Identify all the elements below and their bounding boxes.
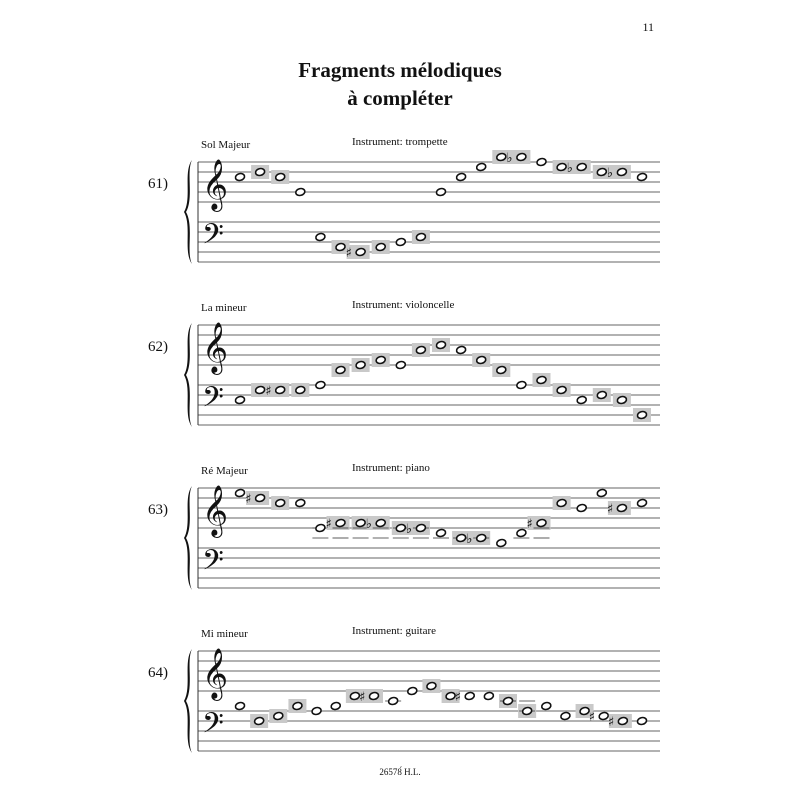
- exercise-1-number: 61): [148, 176, 168, 192]
- whole-note: [235, 489, 246, 498]
- whole-note: [637, 173, 648, 182]
- whole-note: [484, 692, 495, 701]
- exercise-2-key-label: La mineur: [201, 302, 247, 314]
- whole-note: [436, 529, 447, 538]
- whole-note: [388, 697, 399, 706]
- whole-note: [311, 707, 322, 716]
- flat-icon: ♭: [365, 517, 372, 532]
- sharp-icon: ♯: [359, 690, 366, 705]
- exercise-3-number: 63): [148, 502, 168, 518]
- exercise-4-key-label: Mi mineur: [201, 628, 248, 640]
- whole-note: [330, 702, 341, 711]
- exercise-1-instrument-label: Instrument: trompette: [352, 136, 448, 148]
- exercise-1-treble-clef-icon: 𝄞: [202, 159, 229, 210]
- whole-note: [496, 539, 507, 548]
- exercise-1-brace: [184, 160, 192, 264]
- whole-note: [637, 499, 648, 508]
- whole-note: [315, 524, 326, 533]
- exercise-4-bass-clef-icon: 𝄢: [202, 707, 224, 747]
- exercise-2-bass-clef-icon: 𝄢: [202, 381, 224, 421]
- whole-note: [407, 687, 418, 696]
- flat-icon: ♭: [606, 166, 614, 181]
- flat-icon: ♭: [405, 522, 413, 537]
- whole-note: [235, 173, 246, 182]
- sharp-icon: ♯: [526, 517, 533, 532]
- whole-note: [456, 346, 467, 355]
- exercise-1-key-label: Sol Majeur: [201, 139, 251, 151]
- flat-icon: ♭: [506, 151, 513, 166]
- whole-note: [235, 702, 246, 711]
- whole-note: [315, 381, 326, 390]
- whole-note: [395, 361, 406, 370]
- flat-icon: ♭: [566, 161, 573, 176]
- whole-note: [295, 499, 306, 508]
- whole-note: [456, 173, 467, 182]
- title-line-1: Fragments mélodiques: [298, 58, 502, 82]
- sharp-icon: ♯: [245, 492, 252, 507]
- sharp-icon: ♯: [454, 690, 462, 705]
- whole-note: [464, 692, 475, 701]
- whole-note: [560, 712, 571, 721]
- whole-note: [516, 529, 527, 538]
- flat-icon: ♭: [466, 532, 473, 547]
- exercise-3-instrument-label: Instrument: piano: [352, 462, 430, 474]
- whole-note: [596, 489, 607, 498]
- whole-note: [295, 188, 306, 197]
- whole-note: [516, 381, 527, 390]
- exercise-4-instrument-label: Instrument: guitare: [352, 625, 437, 637]
- sharp-icon: ♯: [588, 710, 596, 725]
- whole-note: [235, 396, 246, 405]
- whole-note: [476, 163, 487, 172]
- sharp-icon: ♯: [345, 246, 352, 261]
- whole-note: [536, 158, 547, 167]
- exercise-2-number: 62): [148, 339, 168, 355]
- page-footer: 26578́ H.L.: [379, 767, 421, 777]
- page-number: 11: [642, 20, 654, 34]
- sharp-icon: ♯: [606, 502, 614, 517]
- title-line-2: à compléter: [347, 86, 453, 110]
- whole-note: [395, 238, 406, 247]
- whole-note: [315, 233, 326, 242]
- whole-note: [576, 504, 587, 513]
- whole-note: [637, 717, 648, 726]
- exercise-4-number: 64): [148, 665, 168, 681]
- exercise-2-brace: [184, 323, 192, 427]
- exercise-2-instrument-label: Instrument: violoncelle: [352, 299, 455, 311]
- exercise-4-treble-clef-icon: 𝄞: [202, 648, 229, 699]
- exercise-3-bass-clef-icon: 𝄢: [202, 544, 224, 584]
- exercise-2-treble-clef-icon: 𝄞: [202, 322, 229, 373]
- exercise-3-brace: [184, 486, 192, 590]
- sharp-icon: ♯: [325, 517, 332, 532]
- sharp-icon: ♯: [265, 384, 272, 399]
- whole-note: [436, 188, 447, 197]
- exercise-3-key-label: Ré Majeur: [201, 465, 248, 477]
- sharp-icon: ♯: [607, 715, 615, 730]
- exercise-1-bass-clef-icon: 𝄢: [202, 218, 224, 258]
- whole-note: [541, 702, 552, 711]
- exercise-4-brace: [184, 649, 192, 753]
- whole-note: [576, 396, 587, 405]
- exercise-3-treble-clef-icon: 𝄞: [202, 485, 229, 536]
